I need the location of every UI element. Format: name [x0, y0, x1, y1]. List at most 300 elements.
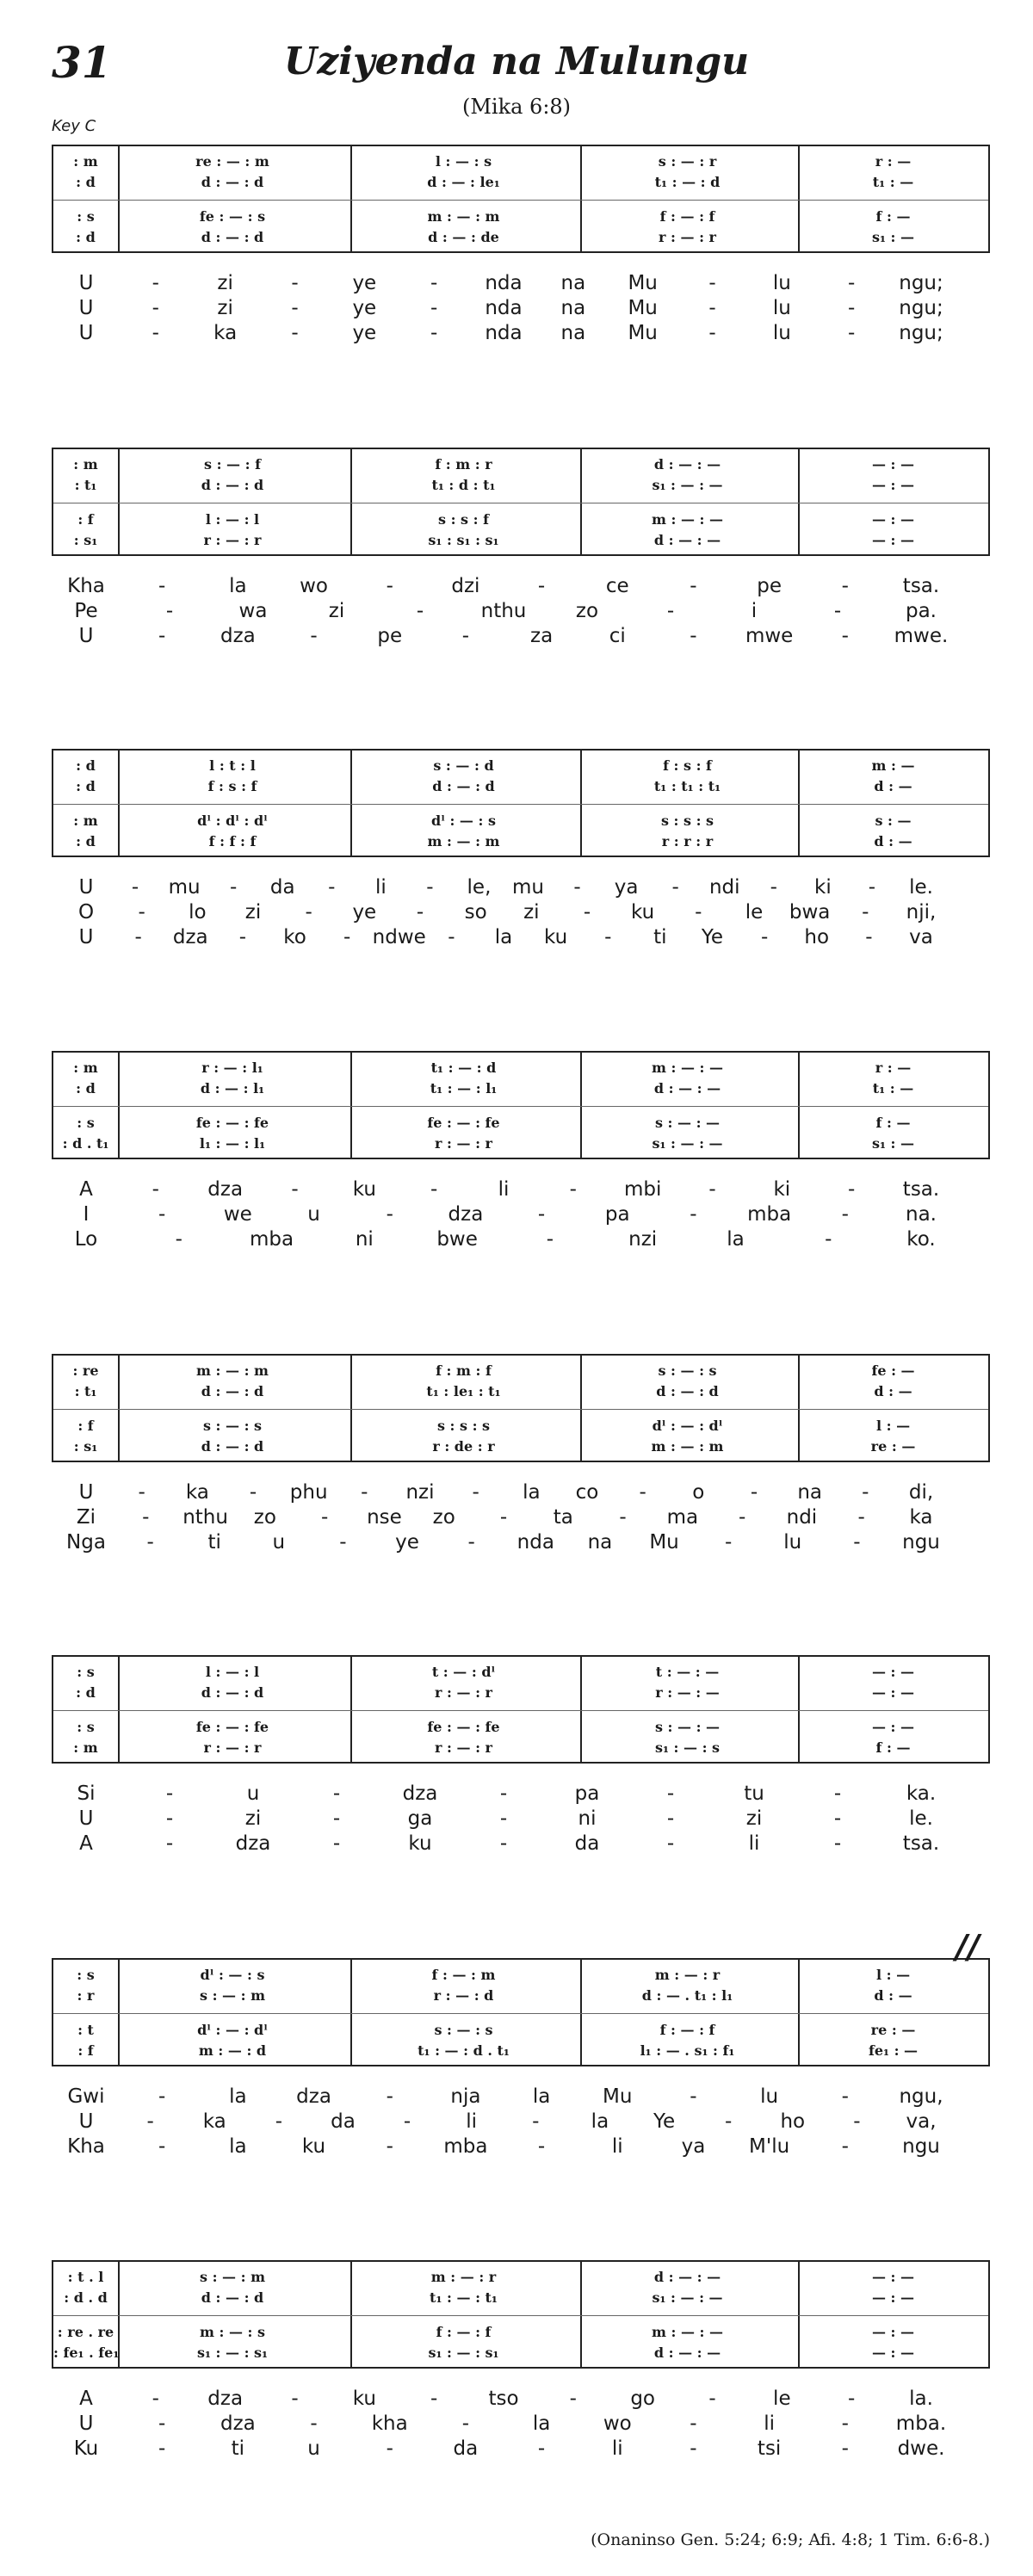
- syllable-hyphen: -: [343, 926, 351, 948]
- solfa-notes: r : de : r: [432, 1438, 495, 1455]
- lyric-syllable: nzi: [628, 1228, 658, 1251]
- syllable-hyphen: -: [537, 2135, 546, 2158]
- measure-notes: [801, 1113, 985, 1134]
- lyric-syllable: phu: [289, 1481, 328, 1504]
- lyric-syllable: ta: [553, 1506, 573, 1529]
- syllable-hyphen: -: [134, 926, 142, 948]
- syllable-hyphen: -: [430, 2388, 438, 2410]
- lyric-syllable: U: [78, 2110, 94, 2133]
- lyric-syllable: la: [494, 926, 513, 948]
- lyric-syllable: nda: [485, 297, 523, 319]
- lyric-syllable: u: [307, 2437, 320, 2460]
- measure-notes: [354, 2322, 573, 2343]
- syllable-hyphen: -: [152, 1178, 159, 1201]
- syllable-hyphen: -: [690, 2085, 697, 2108]
- music-system: [52, 1958, 990, 2163]
- lyric-syllable: Kha: [67, 2135, 105, 2158]
- lyric-syllable: U: [78, 322, 94, 344]
- lyric-syllable: U: [78, 625, 94, 647]
- measure-notes: [584, 1717, 791, 1738]
- measure-notes: [584, 2322, 791, 2343]
- syllable-hyphen: -: [275, 2110, 282, 2133]
- syllable-hyphen: -: [573, 876, 581, 899]
- syllable-hyphen: -: [499, 1782, 508, 1805]
- syllable-hyphen: -: [825, 1228, 832, 1251]
- lyric-syllable: li: [764, 2412, 776, 2435]
- measure-notes: [354, 776, 573, 797]
- lyric-syllable: ti: [231, 2437, 245, 2460]
- pickup-notes: : s: [77, 1664, 95, 1680]
- measure-notes: [584, 1361, 791, 1381]
- lyric-syllable: ko.: [906, 1228, 936, 1251]
- solfa-notes: l : —: [875, 1967, 911, 1983]
- lyrics-block: [52, 876, 990, 954]
- solfa-notes: m : — : m: [427, 208, 500, 225]
- lyric-syllable: na: [797, 1481, 822, 1504]
- measure-notes: [584, 530, 791, 551]
- lyric-line: [52, 1203, 990, 1229]
- solfa-notes: f : —: [875, 1115, 911, 1131]
- solfa-notes: r : — : r: [203, 1739, 262, 1756]
- notation-row: [53, 1361, 988, 1381]
- measure-notes: [354, 530, 573, 551]
- lyric-syllable: ngu: [902, 1531, 940, 1554]
- syllable-hyphen: -: [857, 1506, 865, 1529]
- lyric-syllable: li: [611, 2437, 623, 2460]
- pickup-notes: : s: [77, 1719, 95, 1735]
- lyrics-block: [52, 1481, 990, 1559]
- syllable-hyphen: -: [853, 2110, 861, 2133]
- lyric-syllable: zo: [575, 600, 599, 622]
- syllable-hyphen: -: [430, 297, 438, 319]
- measure-notes: [354, 2267, 573, 2288]
- syllable-hyphen: -: [165, 1832, 174, 1855]
- measure-notes: [801, 454, 985, 475]
- lyric-syllable: nthu: [480, 600, 527, 622]
- solfa-notes: d : — : d: [201, 1684, 264, 1701]
- syllable-hyphen: -: [760, 926, 769, 948]
- solfa-notes: s₁ : — : s₁: [196, 2344, 269, 2361]
- lyric-syllable: ye: [352, 901, 377, 924]
- measure-notes: [354, 227, 573, 248]
- solfa-notes: f : m : f: [436, 1362, 492, 1379]
- measure-notes: [121, 1717, 343, 1738]
- syllable-hyphen: -: [499, 1506, 508, 1529]
- lyric-syllable: la: [229, 2085, 247, 2108]
- syllable-hyphen: -: [430, 322, 438, 344]
- syllable-hyphen: -: [862, 901, 869, 924]
- solfa-notes: r : —: [875, 153, 912, 170]
- solfa-notes: f : s : f: [207, 778, 257, 794]
- lyric-syllable: ya: [681, 2135, 706, 2158]
- measure-notes: [354, 2041, 573, 2061]
- syllable-hyphen: -: [841, 1203, 849, 1226]
- notation-row: [53, 776, 988, 797]
- lyric-syllable: bwa: [789, 901, 831, 924]
- solfa-notes: d : — : —: [653, 532, 721, 548]
- lyric-syllable: mwe.: [894, 625, 949, 647]
- lyric-syllable: A: [79, 2388, 93, 2410]
- lyric-line: [52, 600, 990, 626]
- syllable-hyphen: -: [328, 876, 336, 899]
- syllable-hyphen: -: [165, 1782, 174, 1805]
- syllable-hyphen: -: [690, 1203, 697, 1226]
- syllable-hyphen: -: [403, 2110, 411, 2133]
- measure-notes: [801, 1381, 985, 1402]
- lyric-syllable: ye: [352, 297, 377, 319]
- lyric-syllable: Mu: [628, 272, 658, 294]
- syllable-hyphen: -: [750, 1481, 758, 1504]
- lyric-syllable: mbi: [623, 1178, 662, 1201]
- lyric-syllable: le.: [909, 876, 933, 899]
- syllable-hyphen: -: [848, 272, 856, 294]
- syllable-hyphen: -: [291, 2388, 299, 2410]
- solfa-notes: r : r : r: [661, 833, 714, 849]
- solfa-notes: r : —: [875, 1059, 912, 1076]
- measure-notes: [801, 227, 985, 248]
- music-system: [52, 1051, 990, 1256]
- lyric-syllable: pe: [377, 625, 403, 647]
- syllable-hyphen: -: [738, 1506, 746, 1529]
- syllable-hyphen: -: [158, 2085, 166, 2108]
- syllable-hyphen: -: [708, 2388, 716, 2410]
- lyric-syllable: co: [575, 1481, 599, 1504]
- notation-row: [53, 1965, 988, 1986]
- notation-row: [53, 1662, 988, 1683]
- syllable-hyphen: -: [695, 901, 702, 924]
- syllable-hyphen: -: [833, 1832, 842, 1855]
- solfa-notes: d : — : —: [653, 2344, 721, 2361]
- measure-notes: [584, 1134, 791, 1154]
- measure-notes: [584, 1058, 791, 1078]
- lyric-syllable: tsa.: [902, 1832, 940, 1855]
- solfa-notes: t₁ : — : l₁: [430, 1080, 498, 1096]
- syllable-hyphen: -: [708, 272, 716, 294]
- syllable-hyphen: -: [868, 876, 876, 899]
- measure-notes: [354, 1416, 573, 1436]
- solfa-notes: r : — : r: [435, 1135, 492, 1152]
- solfa-notes: s : s : s: [660, 812, 714, 829]
- measure-notes: [801, 1058, 985, 1078]
- measure-notes: [801, 475, 985, 496]
- measure-notes: [584, 1683, 791, 1703]
- lyric-syllable: pe: [757, 575, 782, 597]
- lyric-syllable: ti: [653, 926, 667, 948]
- pickup-notes: : t . l: [67, 2269, 104, 2285]
- measure-notes: [354, 207, 573, 227]
- lyric-syllable: da: [453, 2437, 479, 2460]
- syllable-hyphen: -: [708, 297, 716, 319]
- lyric-syllable: lo: [189, 901, 207, 924]
- measure-notes: [121, 510, 343, 530]
- solfa-notes: fe : — : fe: [195, 1115, 269, 1131]
- syllable-hyphen: -: [841, 2085, 849, 2108]
- notation-row: [53, 172, 988, 193]
- music-system: [52, 145, 990, 349]
- pickup-notes: : t₁: [74, 1383, 97, 1399]
- syllable-hyphen: -: [142, 1506, 150, 1529]
- syllable-hyphen: -: [249, 1481, 257, 1504]
- syllable-hyphen: -: [569, 2388, 577, 2410]
- pickup-notes: : d . d: [64, 2289, 108, 2306]
- lyric-syllable: dza: [220, 2412, 256, 2435]
- lyric-syllable: tsi: [757, 2437, 782, 2460]
- pickup-notes: : fe₁ . fe₁: [53, 2344, 120, 2361]
- lyric-syllable: ka: [202, 2110, 226, 2133]
- syllable-hyphen: -: [291, 272, 299, 294]
- solfa-notes: re : —: [870, 2022, 916, 2038]
- syllable-hyphen: -: [158, 2412, 166, 2435]
- lyric-syllable: M'lu: [749, 2135, 790, 2158]
- lyric-syllable: O: [77, 901, 95, 924]
- lyric-syllable: wa: [238, 600, 268, 622]
- solfa-notes: s : — : —: [654, 1115, 721, 1131]
- solfa-notes: t₁ : t₁ : t₁: [653, 778, 721, 794]
- syllable-hyphen: -: [430, 272, 438, 294]
- syllable-hyphen: -: [131, 876, 139, 899]
- solfa-notes: fe : — : s: [199, 208, 266, 225]
- lyric-syllable: lu: [760, 2085, 779, 2108]
- staff-box: [52, 145, 990, 253]
- lyric-syllable: nji,: [906, 901, 937, 924]
- solfa-notes: fe₁ : —: [868, 2042, 919, 2059]
- lyric-syllable: la: [727, 1228, 745, 1251]
- pickup-notes: : s: [77, 208, 95, 225]
- syllable-hyphen: -: [138, 901, 145, 924]
- measure-notes: [354, 1436, 573, 1457]
- lyric-syllable: ndi: [786, 1506, 818, 1529]
- part-separator: [53, 1409, 988, 1410]
- syllable-hyphen: -: [666, 1782, 675, 1805]
- lyric-syllable: u: [272, 1531, 286, 1554]
- lyric-syllable: ho: [804, 926, 830, 948]
- syllable-hyphen: -: [158, 575, 166, 597]
- pickup-notes: : s: [77, 1967, 95, 1983]
- solfa-notes: s₁ : — : s: [654, 1739, 721, 1756]
- lyric-syllable: dwe.: [897, 2437, 945, 2460]
- lyric-syllable: na: [560, 272, 586, 294]
- lyric-syllable: wo: [300, 575, 328, 597]
- solfa-notes: d : — : d: [201, 174, 264, 190]
- lyric-line: [52, 1832, 990, 1858]
- lyrics-block: [52, 272, 990, 349]
- lyric-syllable: Ye: [653, 2110, 676, 2133]
- lyric-syllable: mba: [249, 1228, 294, 1251]
- lyric-syllable: dza: [207, 1178, 244, 1201]
- solfa-notes: r : — : r: [435, 1684, 492, 1701]
- solfa-notes: d : — : d: [201, 2289, 264, 2306]
- measure-notes: [354, 2288, 573, 2308]
- measure-notes: [354, 1058, 573, 1078]
- lyric-line: [52, 876, 990, 902]
- lyric-syllable: nzi: [405, 1481, 435, 1504]
- lyric-line: [52, 2085, 990, 2111]
- pickup-notes: : t₁: [74, 477, 97, 493]
- syllable-hyphen: -: [583, 901, 591, 924]
- solfa-notes: dˡ : — : dˡ: [652, 1418, 723, 1434]
- measure-notes: [121, 151, 343, 172]
- notation-row: [53, 1683, 988, 1703]
- pickup-notes: : m: [73, 812, 98, 829]
- notation-row: [53, 151, 988, 172]
- solfa-notes: — : —: [871, 2344, 915, 2361]
- measure-notes: [584, 227, 791, 248]
- measure-notes: [584, 2267, 791, 2288]
- measure-notes: [801, 151, 985, 172]
- syllable-hyphen: -: [230, 876, 238, 899]
- lyric-syllable: lu: [772, 297, 791, 319]
- measure-notes: [584, 776, 791, 797]
- solfa-notes: t₁ : —: [872, 1080, 914, 1096]
- measure-notes: [801, 831, 985, 852]
- measure-notes: [121, 1113, 343, 1134]
- solfa-notes: s : — : m: [199, 2269, 266, 2285]
- solfa-notes: fe : — : fe: [427, 1719, 500, 1735]
- measure-notes: [121, 530, 343, 551]
- solfa-notes: t : — : —: [655, 1664, 720, 1680]
- measure-notes: [801, 1361, 985, 1381]
- lyric-syllable: pa.: [905, 600, 937, 622]
- solfa-notes: r : — : r: [203, 532, 262, 548]
- measure-notes: [801, 1986, 985, 2006]
- lyric-syllable: Nga: [66, 1531, 106, 1554]
- solfa-notes: dˡ : — : s: [431, 812, 496, 829]
- solfa-notes: m : — : —: [651, 1059, 724, 1076]
- lyric-syllable: la: [229, 2135, 247, 2158]
- measure-notes: [121, 2020, 343, 2041]
- lyric-syllable: ngu;: [899, 322, 943, 344]
- syllable-hyphen: -: [848, 2388, 856, 2410]
- solfa-notes: f : m : r: [435, 456, 492, 473]
- measure-notes: [801, 2343, 985, 2363]
- solfa-notes: s : — : s: [434, 2022, 493, 2038]
- syllable-hyphen: -: [152, 322, 159, 344]
- solfa-notes: s : — : f: [204, 456, 261, 473]
- lyric-line: [52, 901, 990, 927]
- measure-notes: [354, 172, 573, 193]
- syllable-hyphen: -: [158, 2135, 166, 2158]
- solfa-notes: d : —: [874, 1383, 912, 1399]
- staff-box: [52, 749, 990, 857]
- lyric-syllable: zi: [244, 901, 262, 924]
- syllable-hyphen: -: [708, 322, 716, 344]
- lyric-syllable: Gwi: [67, 2085, 105, 2108]
- lyric-syllable: li: [748, 1832, 760, 1855]
- solfa-notes: m : — : d: [198, 2042, 267, 2059]
- measure-notes: [801, 1683, 985, 1703]
- solfa-notes: t₁ : d : t₁: [431, 477, 496, 493]
- measure-notes: [121, 1416, 343, 1436]
- lyric-syllable: di,: [908, 1481, 934, 1504]
- syllable-hyphen: -: [537, 575, 546, 597]
- measure-notes: [801, 2041, 985, 2061]
- solfa-notes: — : —: [871, 2269, 915, 2285]
- syllable-hyphen: -: [361, 1481, 368, 1504]
- measure-notes: [354, 1113, 573, 1134]
- measure-notes: [584, 1416, 791, 1436]
- measure-notes: [121, 454, 343, 475]
- solfa-notes: d : — : d: [201, 1438, 264, 1455]
- lyrics-block: [52, 2085, 990, 2163]
- scripture-reference: (Mika 6:8): [461, 95, 572, 119]
- syllable-hyphen: -: [146, 1531, 154, 1554]
- solfa-notes: d : — . t₁ : l₁: [641, 1987, 733, 2004]
- staff-box: [52, 2260, 990, 2369]
- solfa-notes: d : — : le₁: [427, 174, 500, 190]
- notation-row: [53, 756, 988, 776]
- syllable-hyphen: -: [332, 1782, 341, 1805]
- syllable-hyphen: -: [291, 322, 299, 344]
- syllable-hyphen: -: [619, 1506, 627, 1529]
- solfa-notes: dˡ : dˡ : dˡ: [197, 812, 268, 829]
- pickup-notes: : d: [76, 1080, 96, 1096]
- syllable-hyphen: -: [848, 297, 856, 319]
- solfa-notes: r : — : r: [435, 1739, 492, 1756]
- measure-notes: [801, 756, 985, 776]
- lyrics-block: [52, 575, 990, 652]
- solfa-notes: d : —: [874, 778, 912, 794]
- syllable-hyphen: -: [848, 1178, 856, 1201]
- lyric-syllable: lu: [772, 322, 791, 344]
- measure-notes: [121, 475, 343, 496]
- measure-notes: [121, 811, 343, 831]
- measure-notes: [801, 1134, 985, 1154]
- measure-notes: [354, 831, 573, 852]
- syllable-hyphen: -: [671, 876, 679, 899]
- notation-row: [53, 1113, 988, 1134]
- measure-notes: [121, 1738, 343, 1758]
- measure-notes: [584, 207, 791, 227]
- lyric-syllable: ku: [544, 926, 568, 948]
- lyric-syllable: Ku: [73, 2437, 99, 2460]
- lyric-syllable: dza: [235, 1832, 271, 1855]
- syllable-hyphen: -: [841, 2437, 849, 2460]
- lyric-syllable: pa: [574, 1782, 600, 1805]
- measure-notes: [354, 1986, 573, 2006]
- lyric-syllable: nda: [516, 1531, 554, 1554]
- breath-mark: //: [956, 1928, 980, 1966]
- measure-notes: [354, 475, 573, 496]
- music-system: [52, 1655, 990, 1860]
- measure-notes: [121, 2041, 343, 2061]
- lyric-syllable: na.: [906, 1203, 937, 1226]
- lyric-syllable: Mu: [628, 322, 658, 344]
- lyric-line: [52, 1506, 990, 1532]
- lyric-line: [52, 2412, 990, 2438]
- measure-notes: [121, 1361, 343, 1381]
- lyric-syllable: nse: [367, 1506, 402, 1529]
- lyric-syllable: mba.: [895, 2412, 947, 2435]
- solfa-notes: s₁ : — : —: [652, 1135, 723, 1152]
- part-separator: [53, 2315, 988, 2316]
- lyric-syllable: da: [269, 876, 295, 899]
- solfa-notes: t₁ : — : d . t₁: [418, 2042, 510, 2059]
- pickup-notes: : t: [77, 2022, 94, 2038]
- lyric-syllable: ye: [352, 272, 377, 294]
- measure-notes: [354, 1738, 573, 1758]
- solfa-notes: fe : — : fe: [195, 1719, 269, 1735]
- measure-notes: [801, 1436, 985, 1457]
- lyric-syllable: nthu: [182, 1506, 228, 1529]
- measure-notes: [584, 2288, 791, 2308]
- solfa-notes: d : — : —: [653, 1080, 721, 1096]
- lyrics-block: [52, 1178, 990, 1256]
- syllable-hyphen: -: [238, 926, 247, 948]
- solfa-notes: d : — : d: [201, 229, 264, 245]
- lyric-syllable: da: [331, 2110, 356, 2133]
- solfa-notes: l : —: [875, 1418, 911, 1434]
- part-separator: [53, 1710, 988, 1711]
